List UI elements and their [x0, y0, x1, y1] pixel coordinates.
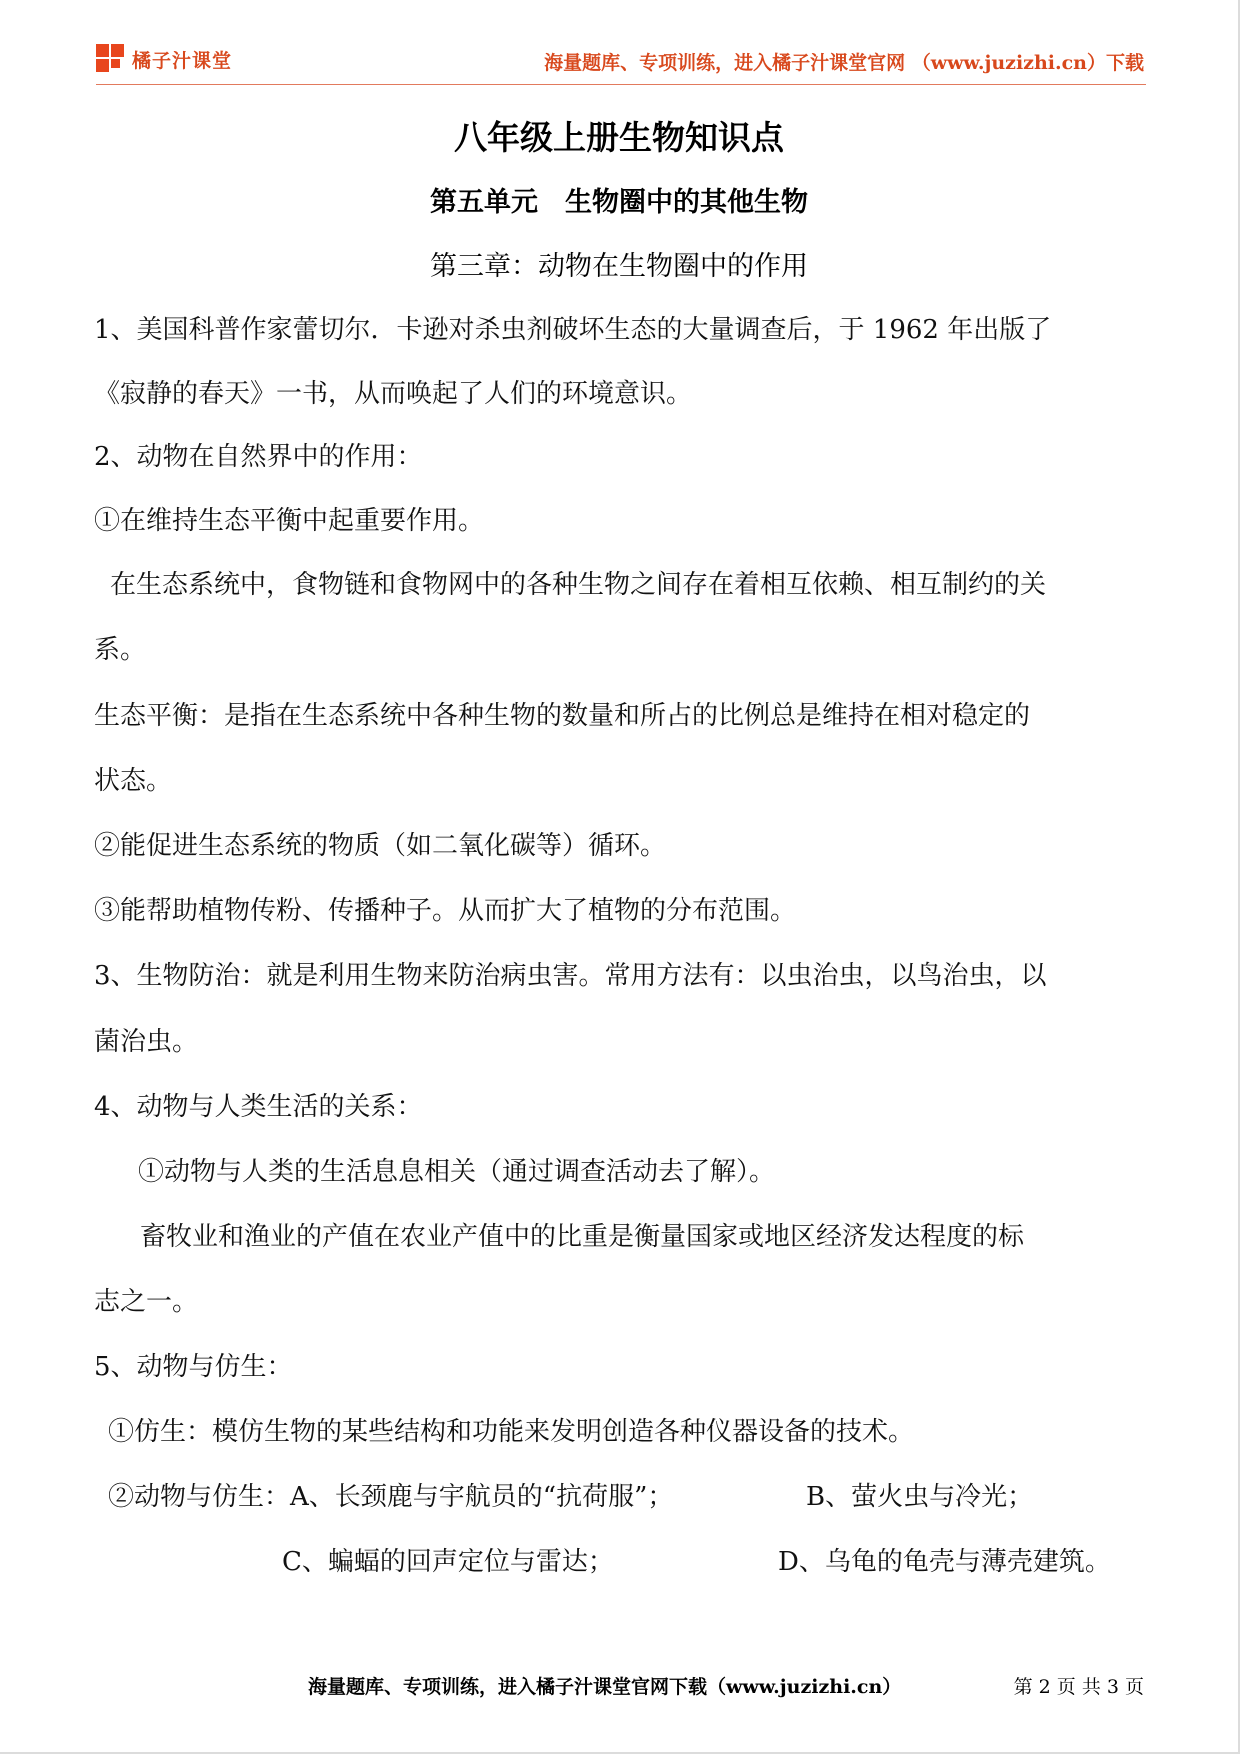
header-tagline[interactable]: 海量题库、专项训练，进入橘子汁课堂官网 （www.juzizhi.cn）下载 — [544, 52, 1144, 74]
text-line: 1、美国科普作家蕾切尔．卡逊对杀虫剂破坏生态的大量调查后，于 1962 年出版了 — [94, 315, 1052, 345]
text-line: 4、动物与人类生活的关系： — [94, 1092, 423, 1122]
logo-text: 橘子汁课堂 — [132, 49, 233, 72]
text-line: ②能促进生态系统的物质（如二氧化碳等）循环。 — [94, 831, 667, 861]
brand-logo[interactable] — [96, 44, 232, 74]
text-line: ①在维持生态平衡中起重要作用。 — [94, 506, 485, 536]
text-line: 系。 — [94, 635, 147, 665]
text-line: 《寂静的春天》一书，从而唤起了人们的环境意识。 — [94, 379, 693, 409]
text-line: 菌治虫。 — [94, 1027, 199, 1057]
footer-text[interactable]: 海量题库、专项训练，进入橘子汁课堂官网下载（www.juzizhi.cn） — [308, 1676, 902, 1698]
page-number: 第 2 页 共 3 页 — [1013, 1676, 1144, 1698]
text-line: ②动物与仿生：A、长颈鹿与宇航员的“抗荷服”； — [108, 1482, 674, 1512]
page-title: 八年级上册生物知识点 — [454, 118, 784, 157]
unit-heading: 第五单元 生物圈中的其他生物 — [430, 187, 808, 218]
text-line: B、萤火虫与冷光； — [806, 1482, 1034, 1512]
chapter-heading: 第三章：动物在生物圈中的作用 — [430, 251, 808, 282]
text-line: 生态平衡：是指在生态系统中各种生物的数量和所占的比例总是维持在相对稳定的 — [94, 701, 1031, 731]
header-divider — [96, 84, 1146, 85]
text-line: 在生态系统中，食物链和食物网中的各种生物之间存在着相互依赖、相互制约的关 — [110, 570, 1047, 600]
text-line: 志之一。 — [94, 1287, 199, 1317]
text-line: 5、动物与仿生： — [94, 1352, 293, 1382]
text-line: D、乌龟的龟壳与薄壳建筑。 — [778, 1547, 1111, 1577]
text-line: C、蝙蝠的回声定位与雷达； — [282, 1547, 614, 1577]
text-line: ③能帮助植物传粉、传播种子。从而扩大了植物的分布范围。 — [94, 896, 797, 926]
text-line: ①仿生：模仿生物的某些结构和功能来发明创造各种仪器设备的技术。 — [108, 1417, 915, 1447]
text-line: 畜牧业和渔业的产值在农业产值中的比重是衡量国家或地区经济发达程度的标 — [140, 1222, 1025, 1252]
text-line: 2、动物在自然界中的作用： — [94, 442, 423, 472]
text-line: 3、生物防治：就是利用生物来防治病虫害。常用方法有：以虫治虫，以鸟治虫，以 — [94, 961, 1047, 991]
logo-squares-icon — [96, 44, 126, 74]
text-line: ①动物与人类的生活息息相关（通过调查活动去了解）。 — [138, 1157, 776, 1187]
text-line: 状态。 — [94, 766, 173, 796]
